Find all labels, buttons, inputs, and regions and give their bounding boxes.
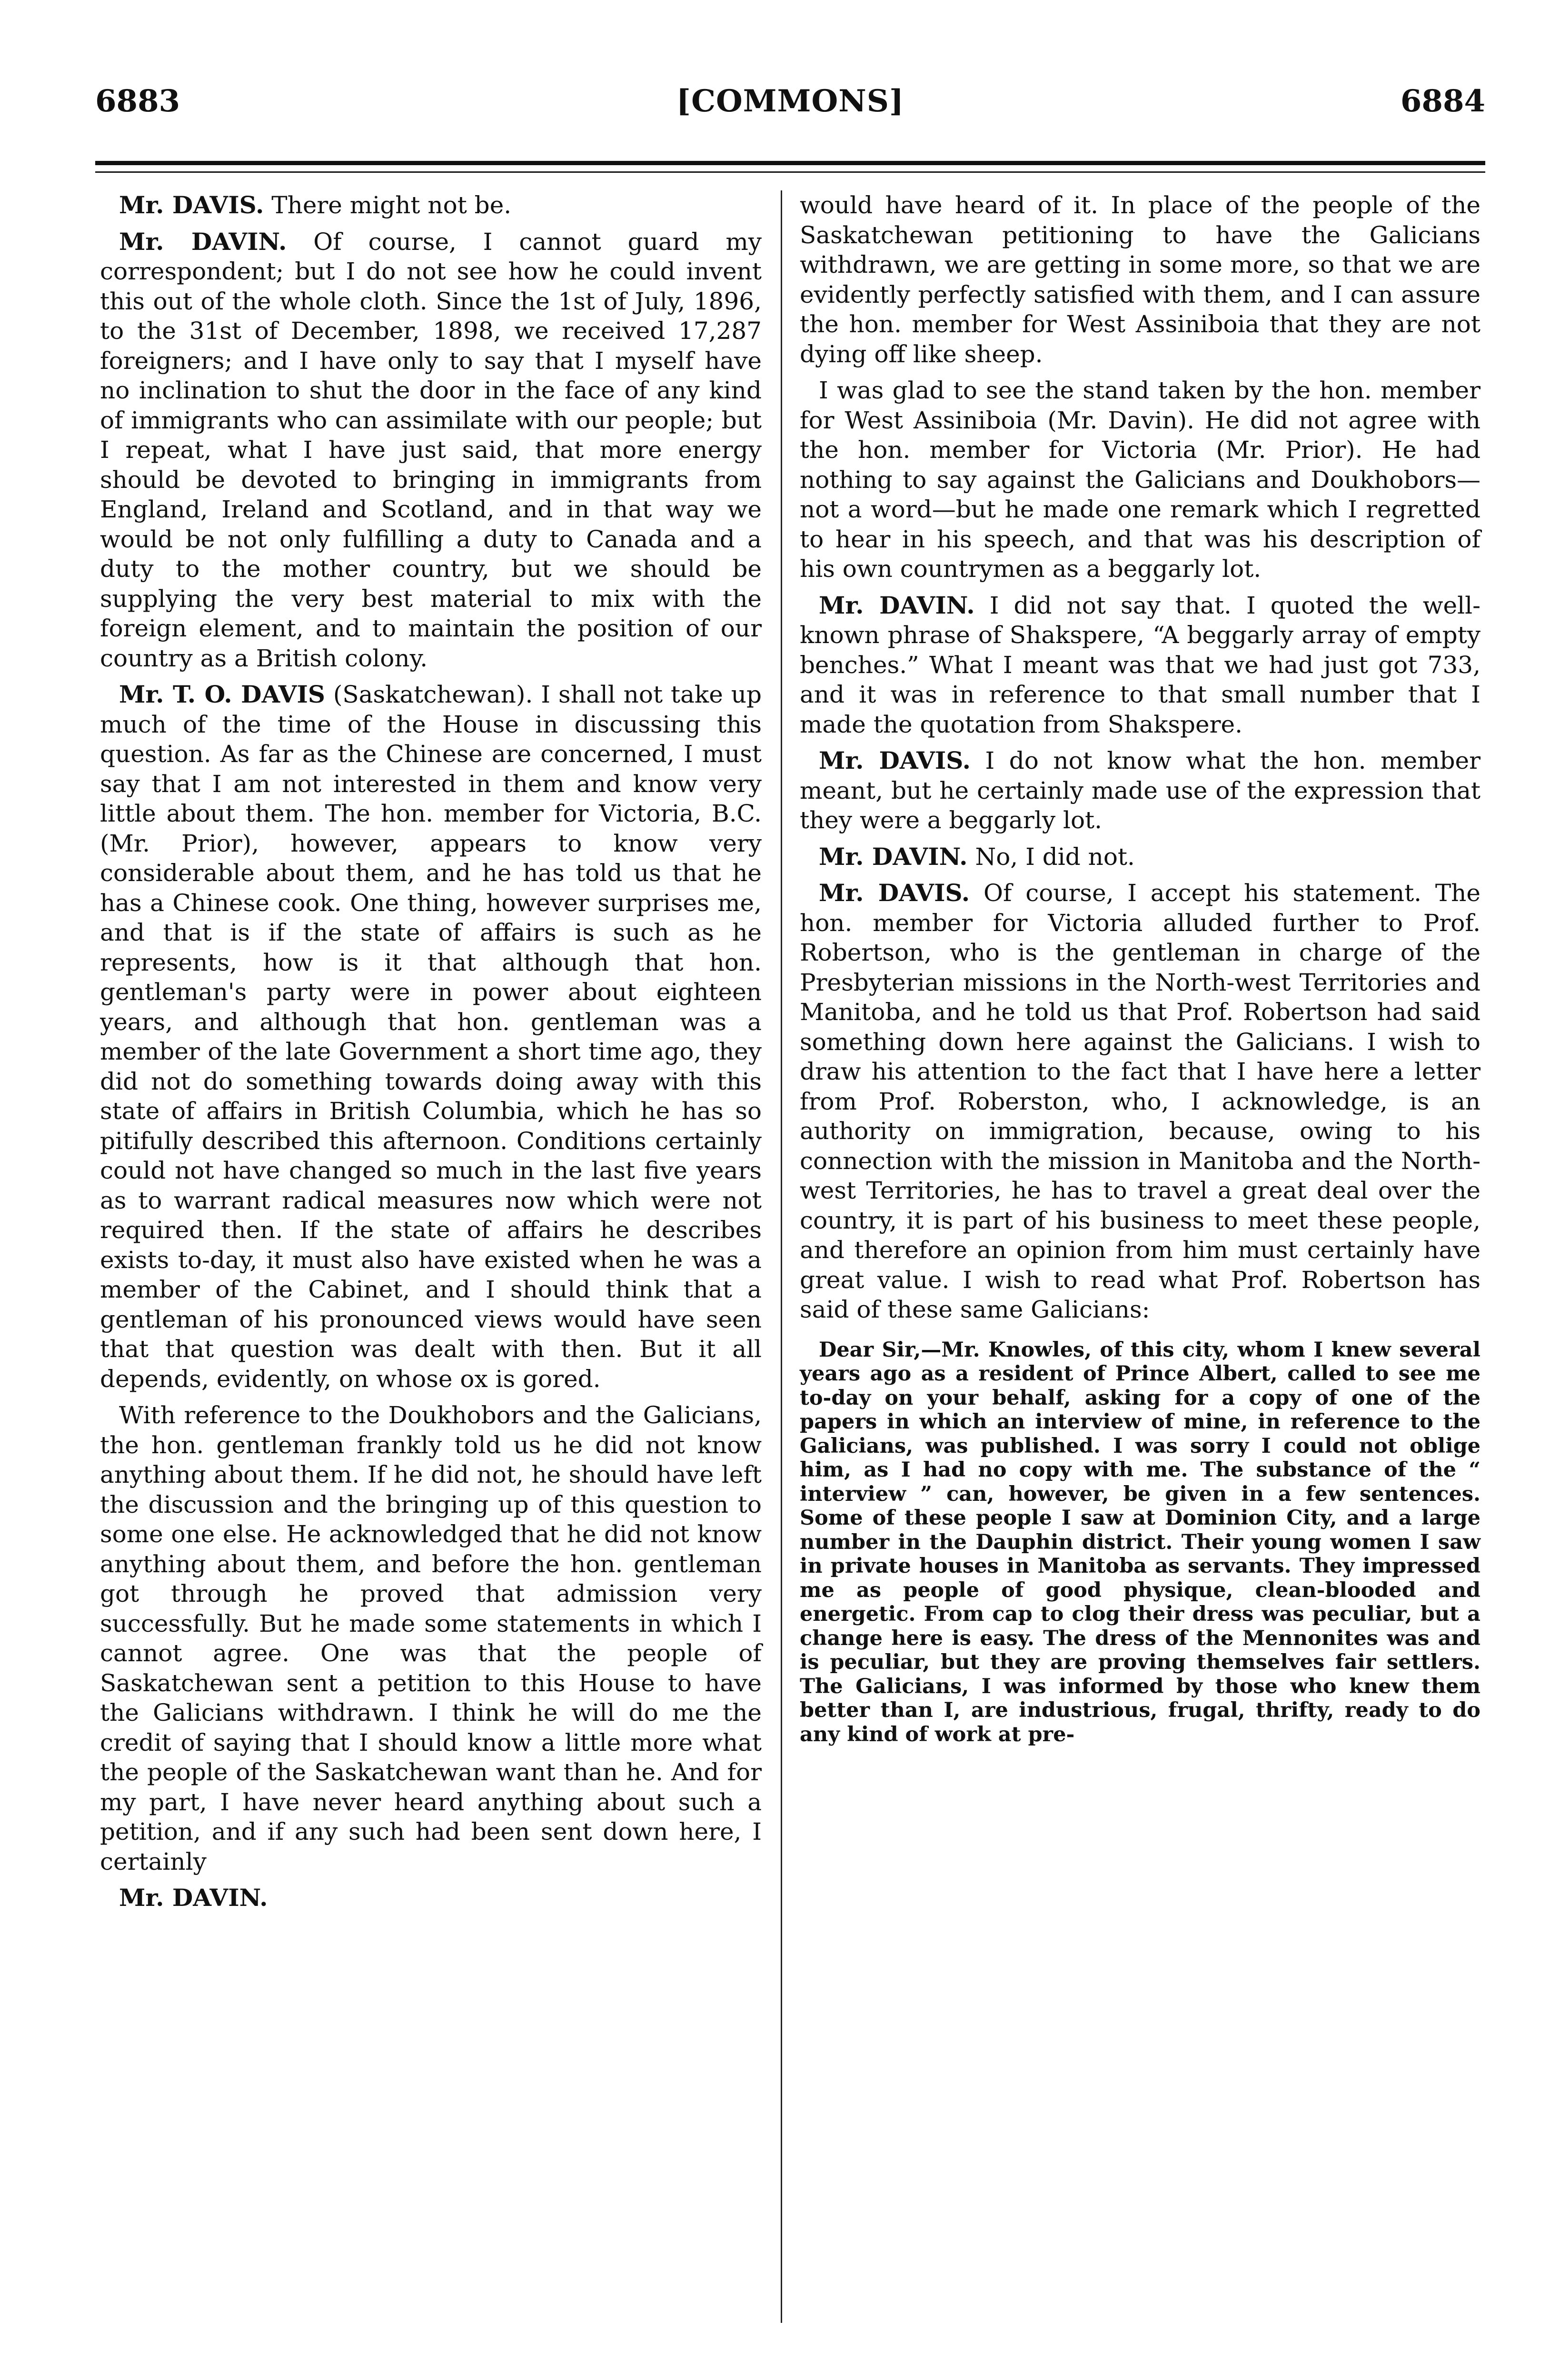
paragraph (800, 376, 1481, 584)
right-column (800, 190, 1481, 1767)
paragraph (100, 227, 762, 674)
paragraph (800, 190, 1481, 369)
column-footer-speaker: Mr. DAVIN. (119, 1884, 268, 1912)
speech-text: With reference to the Doukhobors and the Galicians, the hon. gentleman frankly told us he did not know anything about them. If he did not, he should have left the discussion and the bringing up of this question to some one else. He acknowledged that he did not know anything about them, and before the hon. gentleman got through he proved that admission very successfully. But he made some statements in which I cannot agree. One was that the people of Saskatchewan sent a petition to this House to have the Galicians withdrawn. I think he will do me the credit of saying that I should know a little more what the people of the Saskatchewan want than he. And for my part, I have never heard anything about such a petition, and if any such had been sent down here, I certainly (100, 1401, 762, 1875)
page-number-right: 6884 (1400, 83, 1485, 119)
speaker-name: Mr. DAVIN. (819, 591, 975, 619)
page-number-left: 6883 (95, 83, 180, 119)
speech-text: I did not say that. I quoted the well-known phrase of Shakspere, “A beggarly array of empty benches.” What I meant was that we had just got 733, and it was in reference to that small number that I made the quotation from Shakspere. (800, 591, 1481, 738)
paragraph (100, 190, 762, 220)
speech-text: There might not be. (271, 191, 512, 219)
speaker-name: Mr. T. O. DAVIS (119, 680, 325, 708)
speech-text: I do not know what the hon. member meant, but he certainly made use of the expression that they were a beggarly lot. (800, 747, 1481, 834)
speaker-name: Mr. DAVIS. (119, 191, 264, 219)
paragraph (800, 746, 1481, 835)
speech-text: would have heard of it. In place of the people of the Saskatchewan petitioning to have the Galicians withdrawn, we are getting in some more, so that we are evidently perfectly satisfied with them, and I can assure the hon. member for West Assiniboia that they are not dying off like sheep. (800, 191, 1481, 368)
speaker-name: Mr. DAVIS. (819, 746, 971, 774)
speaker-name: Mr. DAVIN. (819, 842, 968, 871)
speech-text: No, I did not. (975, 843, 1135, 871)
speaker-name: Mr. DAVIS. (819, 879, 970, 907)
paragraph (800, 878, 1481, 1325)
header-rule-thin (95, 171, 1485, 173)
running-title: [COMMONS] (676, 83, 904, 119)
paragraph (100, 1400, 762, 1876)
speech-text: (Saskatchewan). I shall not take up much of the time of the House in discussing this question. As far as the Chinese are concerned, I must say that I am not interested in them and know very little about them. The hon. member for Victoria, B.C. (Mr. Prior), however, appears to know very considerable about them, and he has told us that he has a Chinese cook. One thing, however surprises me, and that is if the state of affairs is such as he represents, how is it that although that hon. gentleman's party were in power about eighteen years, and although that hon. gentleman was a member of the late Government a short time ago, they did not do something towards doing away with this state of affairs in British Columbia, which he has so pitifully described this afternoon. Conditions certainly could not have changed so much in the last five years as to warrant radical measures now which were not required then. If the state of affairs he describes exists to-day, it must also have existed when he was a member of the Cabinet, and I should think that a gentleman of his pronounced views would have seen that that question was dealt with then. But it all depends, evidently, on whose ox is gored. (100, 681, 762, 1393)
speaker-name: Mr. DAVIN. (119, 227, 287, 256)
header-rule-thick (95, 161, 1485, 165)
column-divider (781, 190, 782, 2323)
left-column (100, 190, 762, 1920)
quoted-letter: Dear Sir,—Mr. Knowles, of this city, whom I knew several years ago as a resident of Prince Albert, called to see me to-day on your behalf, asking for a copy of one of the papers in which an interview of mine, in reference to the Galicians, was published. I was sorry I could not oblige him, as I had no copy with me. The substance of the “ interview ” can, however, be given in a few sentences. Some of these people I saw at Dominion City, and a large number in the Dauphin district. Their young women I saw in private houses in Manitoba as servants. They impressed me as people of good physique, clean-blooded and energetic. From cap to clog their dress was peculiar, but a change here is easy. The dress of the Mennonites was and is peculiar, but they are proving themselves fair settlers. The Galicians, I was informed by those who knew them better than I, are industrious, frugal, thrifty, ready to do any kind of work at pre- (800, 1338, 1481, 1746)
speech-text: Of course, I cannot guard my correspondent; but I do not see how he could invent this out of the whole cloth. Since the 1st of July, 1896, to the 31st of December, 1898, we received 17,287 foreigners; and I have only to say that I myself have no inclination to shut the door in the face of any kind of immigrants who can assimilate with our people; but I repeat, what I have just said, that more energy should be devoted to bringing in immigrants from England, Ireland and Scotland, and in that way we would be not only fulfilling a duty to Canada and a duty to the mother country, but we should be supplying the very best material to mix with the foreign element, and to maintain the position of our country as a British colony. (100, 228, 762, 672)
speech-text: Of course, I accept his statement. The hon. member for Victoria alluded further to Prof. Robertson, who is the gentleman in charge of the Presbyterian missions in the North-west Territories and Manitoba, and he told us that Prof. Robertson had said something down here against the Galicians. I wish to draw his attention to the fact that I have here a letter from Prof. Roberston, who, I acknowledge, is an authority on immigration, because, owing to his connection with the mission in Manitoba and the North-west Territories, he has to travel a great deal over the country, it is part of his business to meet these people, and therefore an opinion from him must certainly have great value. I wish to read what Prof. Robertson has said of these same Galicians: (800, 879, 1481, 1323)
paragraph (100, 680, 762, 1394)
page-header (95, 83, 1485, 140)
paragraph (800, 591, 1481, 740)
speech-text: I was glad to see the stand taken by the hon. member for West Assiniboia (Mr. Davin). He did not agree with the hon. member for Victoria (Mr. Prior). He had nothing to say against the Galicians and Doukhobors—not a word—but he made one remark which I regretted to hear in his speech, and that was his description of his own countrymen as a beggarly lot. (800, 377, 1481, 583)
paragraph (800, 842, 1481, 872)
